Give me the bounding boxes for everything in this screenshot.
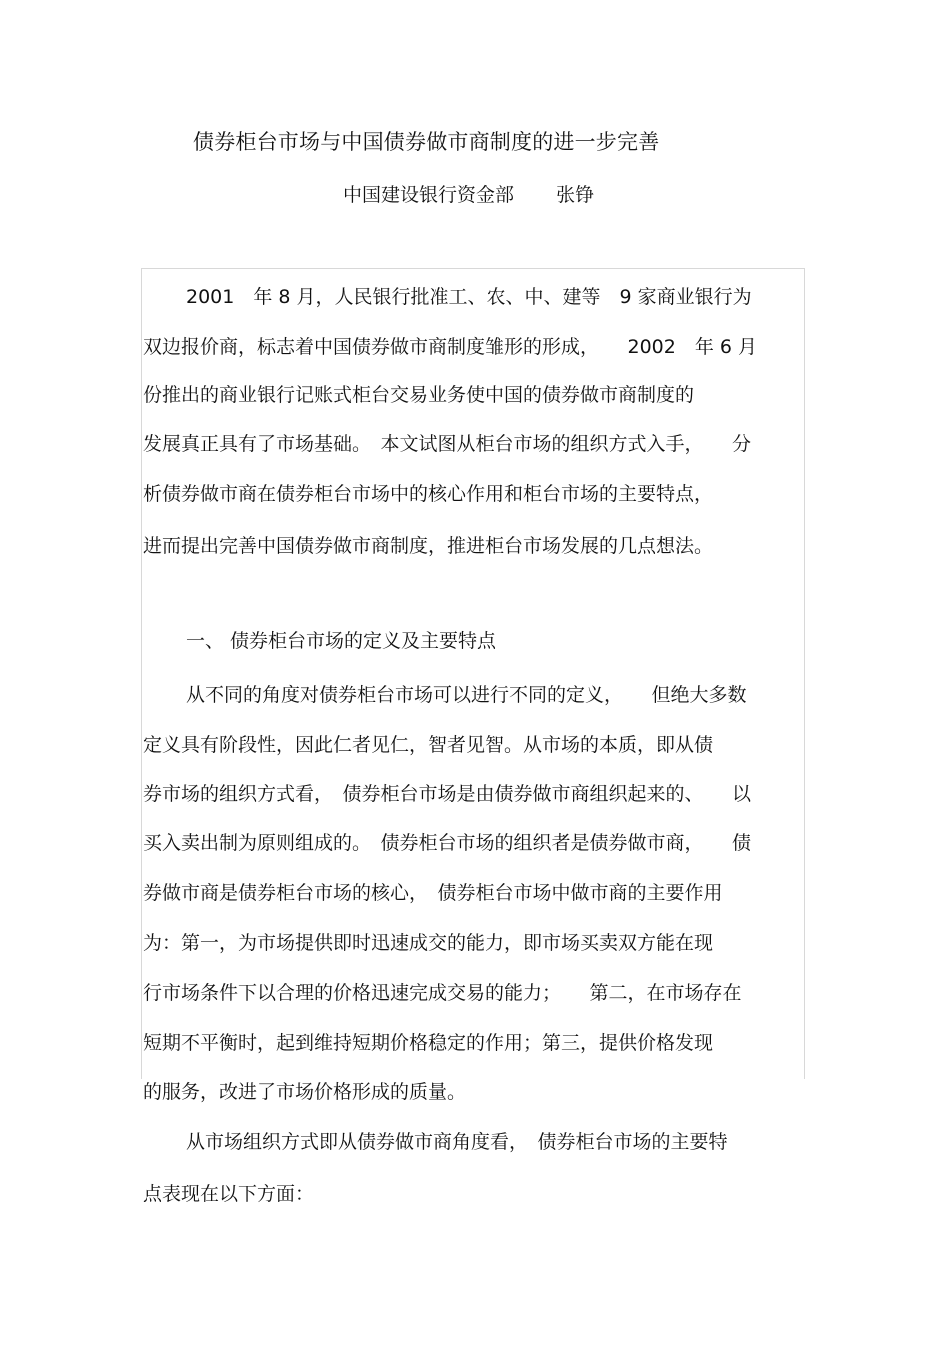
byline bbox=[343, 180, 594, 207]
paragraph-line: 为：第一，为市场提供即时迅速成交的能力，即市场买卖双方能在现 bbox=[143, 932, 714, 954]
paragraph-line: 从不同的角度对债券柜台市场可以进行不同的定义， 但绝大多数 bbox=[186, 684, 747, 706]
paragraph-line: 的服务，改进了市场价格形成的质量。 bbox=[143, 1081, 467, 1103]
paragraph-line: 券做市商是债券柜台市场的核心， 债券柜台市场中做市商的主要作用 bbox=[143, 882, 723, 904]
paragraph-line: 发展真正具有了市场基础。 本文试图从柜台市场的组织方式入手， 分 bbox=[143, 433, 752, 455]
document-title: 债券柜台市场与中国债券做市商制度的进一步完善 bbox=[193, 130, 660, 154]
paragraph-line: 进而提出完善中国债券做市商制度，推进柜台市场发展的几点想法。 bbox=[143, 535, 714, 557]
paragraph-line: 双边报价商，标志着中国债券做市商制度雏形的形成， 2002 年 6 月 bbox=[143, 336, 758, 358]
paragraph-line: 份推出的商业银行记账式柜台交易业务使中国的债券做市商制度的 bbox=[143, 384, 695, 406]
paragraph-line: 行市场条件下以合理的价格迅速完成交易的能力； 第二，在市场存在 bbox=[143, 982, 742, 1004]
paragraph-line: 买入卖出制为原则组成的。 债券柜台市场的组织者是债券做市商， 债 bbox=[143, 832, 752, 854]
paragraph-line: 定义具有阶段性，因此仁者见仁，智者见智。从市场的本质，即从债 bbox=[143, 734, 714, 756]
paragraph-line: 2001 年 8 月，人民银行批准工、农、中、建等 9 家商业银行为 bbox=[186, 286, 752, 308]
author: 张铮 bbox=[556, 184, 595, 206]
organization: 中国建设银行资金部 bbox=[343, 184, 515, 206]
paragraph-line: 从市场组织方式即从债券做市商角度看， 债券柜台市场的主要特 bbox=[186, 1131, 728, 1153]
paragraph-line: 短期不平衡时，起到维持短期价格稳定的作用；第三，提供价格发现 bbox=[143, 1032, 714, 1054]
section-heading: 一、 债券柜台市场的定义及主要特点 bbox=[186, 630, 497, 652]
paragraph-line: 点表现在以下方面： bbox=[143, 1183, 315, 1205]
paragraph-line: 析债券做市商在债券柜台市场中的核心作用和柜台市场的主要特点， bbox=[143, 483, 714, 505]
paragraph-line: 券市场的组织方式看， 债券柜台市场是由债券做市商组织起来的、 以 bbox=[143, 783, 752, 805]
